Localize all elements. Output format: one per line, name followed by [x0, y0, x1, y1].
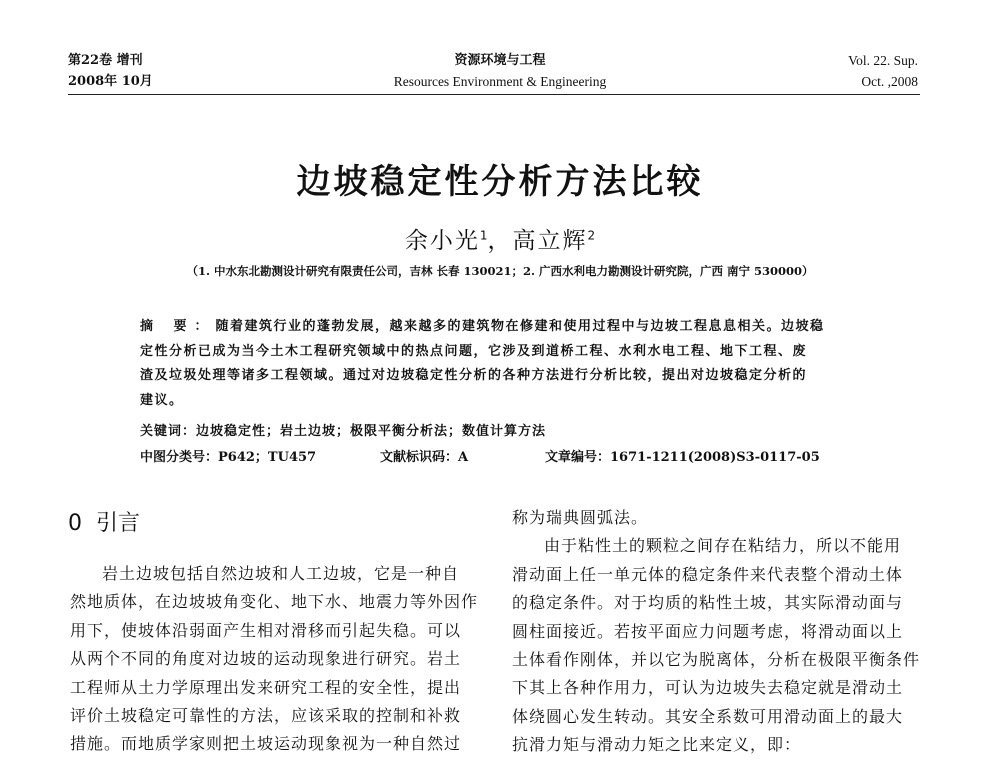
article-number-label: 文章编号： [545, 450, 611, 465]
body-line: 滑动面上任一单元体的稳定条件来代表整个滑动土体 [512, 564, 904, 584]
body-line: 工程师从土力学原理出发来研究工程的安全性，提出 [70, 677, 462, 697]
journal-name-en: Resources Environment & Engineering [393, 74, 607, 89]
abstract [140, 315, 868, 413]
body-line: 的稳定条件。对于均质的粘性土坡，其实际滑动面与 [512, 593, 904, 613]
body-line: 抗滑力矩与滑动力矩之比来定义，即： [512, 735, 802, 755]
clc-number [140, 446, 316, 465]
body-line: 由于粘性土的颗粒之间存在粘结力，所以不能用 [544, 536, 902, 556]
doc-code-value: A [458, 450, 469, 465]
body-line: 用下，使坡体沿弱面产生相对滑移而引起失稳。可以 [70, 620, 462, 640]
keywords-label: 关键词： [140, 424, 197, 439]
section-title: 引言 [96, 511, 141, 536]
volume-en: Vol. 22. Sup. [848, 53, 918, 68]
right-column-body [512, 504, 930, 760]
section-number: 0 [68, 511, 82, 536]
keywords [140, 420, 546, 439]
paper-title: 边坡稳定性分析方法比较 [296, 162, 704, 202]
date-en: Oct. ,2008 [861, 74, 918, 89]
author-list [0, 222, 1000, 255]
document-code [380, 446, 468, 465]
author-separator: ， [487, 228, 513, 254]
header-rule [68, 94, 920, 95]
body-line: 然地质体，在边坡坡角变化、地下水、地震力等外因作 [70, 592, 479, 612]
abstract-line: 定性分析已成为当今土木工程研究领域中的热点问题，它涉及到道桥工程、水利水电工程、地下工程、废 [140, 343, 808, 359]
author-name: 高立辉 [512, 228, 588, 254]
journal-volume-en-header [848, 50, 918, 92]
body-line: 下其上各种作用力，可认为边坡失去稳定就是滑动土 [512, 678, 904, 698]
author-name: 余小光 [404, 228, 480, 254]
abstract-line: 随着建筑行业的蓬勃发展，越来越多的建筑物在修建和使用过程中与边坡工程息息相关。边坡稳 [215, 319, 825, 334]
body-line: 土体看作刚体，并以它为脱离体，分析在极限平衡条件 [512, 650, 921, 670]
abstract-line: 建议。 [140, 392, 184, 408]
article-number-value: 1671-1211(2008)S3-0117-05 [610, 450, 820, 465]
journal-name-cn: 资源环境与工程 [454, 53, 546, 68]
abstract-line: 渣及垃圾处理等诸多工程领域。通过对边坡稳定性分析的各种方法进行分析比较，提出对边坡稳定分析的 [140, 368, 808, 383]
volume-issue: 第22卷 增刊 [68, 53, 143, 68]
body-line: 体绕圆心发生转动。其安全系数可用滑动面上的最大 [512, 706, 904, 726]
affiliation: （1. 中水东北勘测设计研究有限责任公司，吉林 长春 130021；2. 广西水利电力勘测设计研究院，广西 南宁 530000） [186, 264, 814, 278]
publication-date: 2008年 10月 [68, 74, 153, 89]
keywords-text: 边坡稳定性；岩土边坡；极限平衡分析法；数值计算方法 [196, 424, 547, 439]
clc-value: P642；TU457 [218, 450, 317, 465]
body-line: 称为瑞典圆弧法。 [512, 508, 649, 527]
body-line: 措施。而地质学家则把土坡运动现象视为一种自然过 [70, 734, 462, 754]
clc-label: 中图分类号： [140, 450, 219, 465]
body-line: 岩土边坡包括自然边坡和人工边坡，它是一种自 [102, 564, 460, 583]
doc-code-label: 文献标识码： [380, 450, 459, 465]
author-affiliation-mark: 2 [587, 228, 596, 243]
article-number [545, 446, 820, 465]
body-line: 圆柱面接近。若按平面应力问题考虑，将滑动面以上 [512, 621, 904, 641]
body-line: 从两个不同的角度对边坡的运动现象进行研究。岩土 [70, 649, 462, 669]
section-heading [68, 506, 140, 537]
left-column-body [70, 560, 502, 759]
abstract-label: 摘 要： [140, 319, 216, 334]
body-line: 评价土坡稳定可靠性的方法，应该采取的控制和补救 [70, 706, 462, 726]
author-affiliation-mark: 1 [479, 228, 488, 243]
